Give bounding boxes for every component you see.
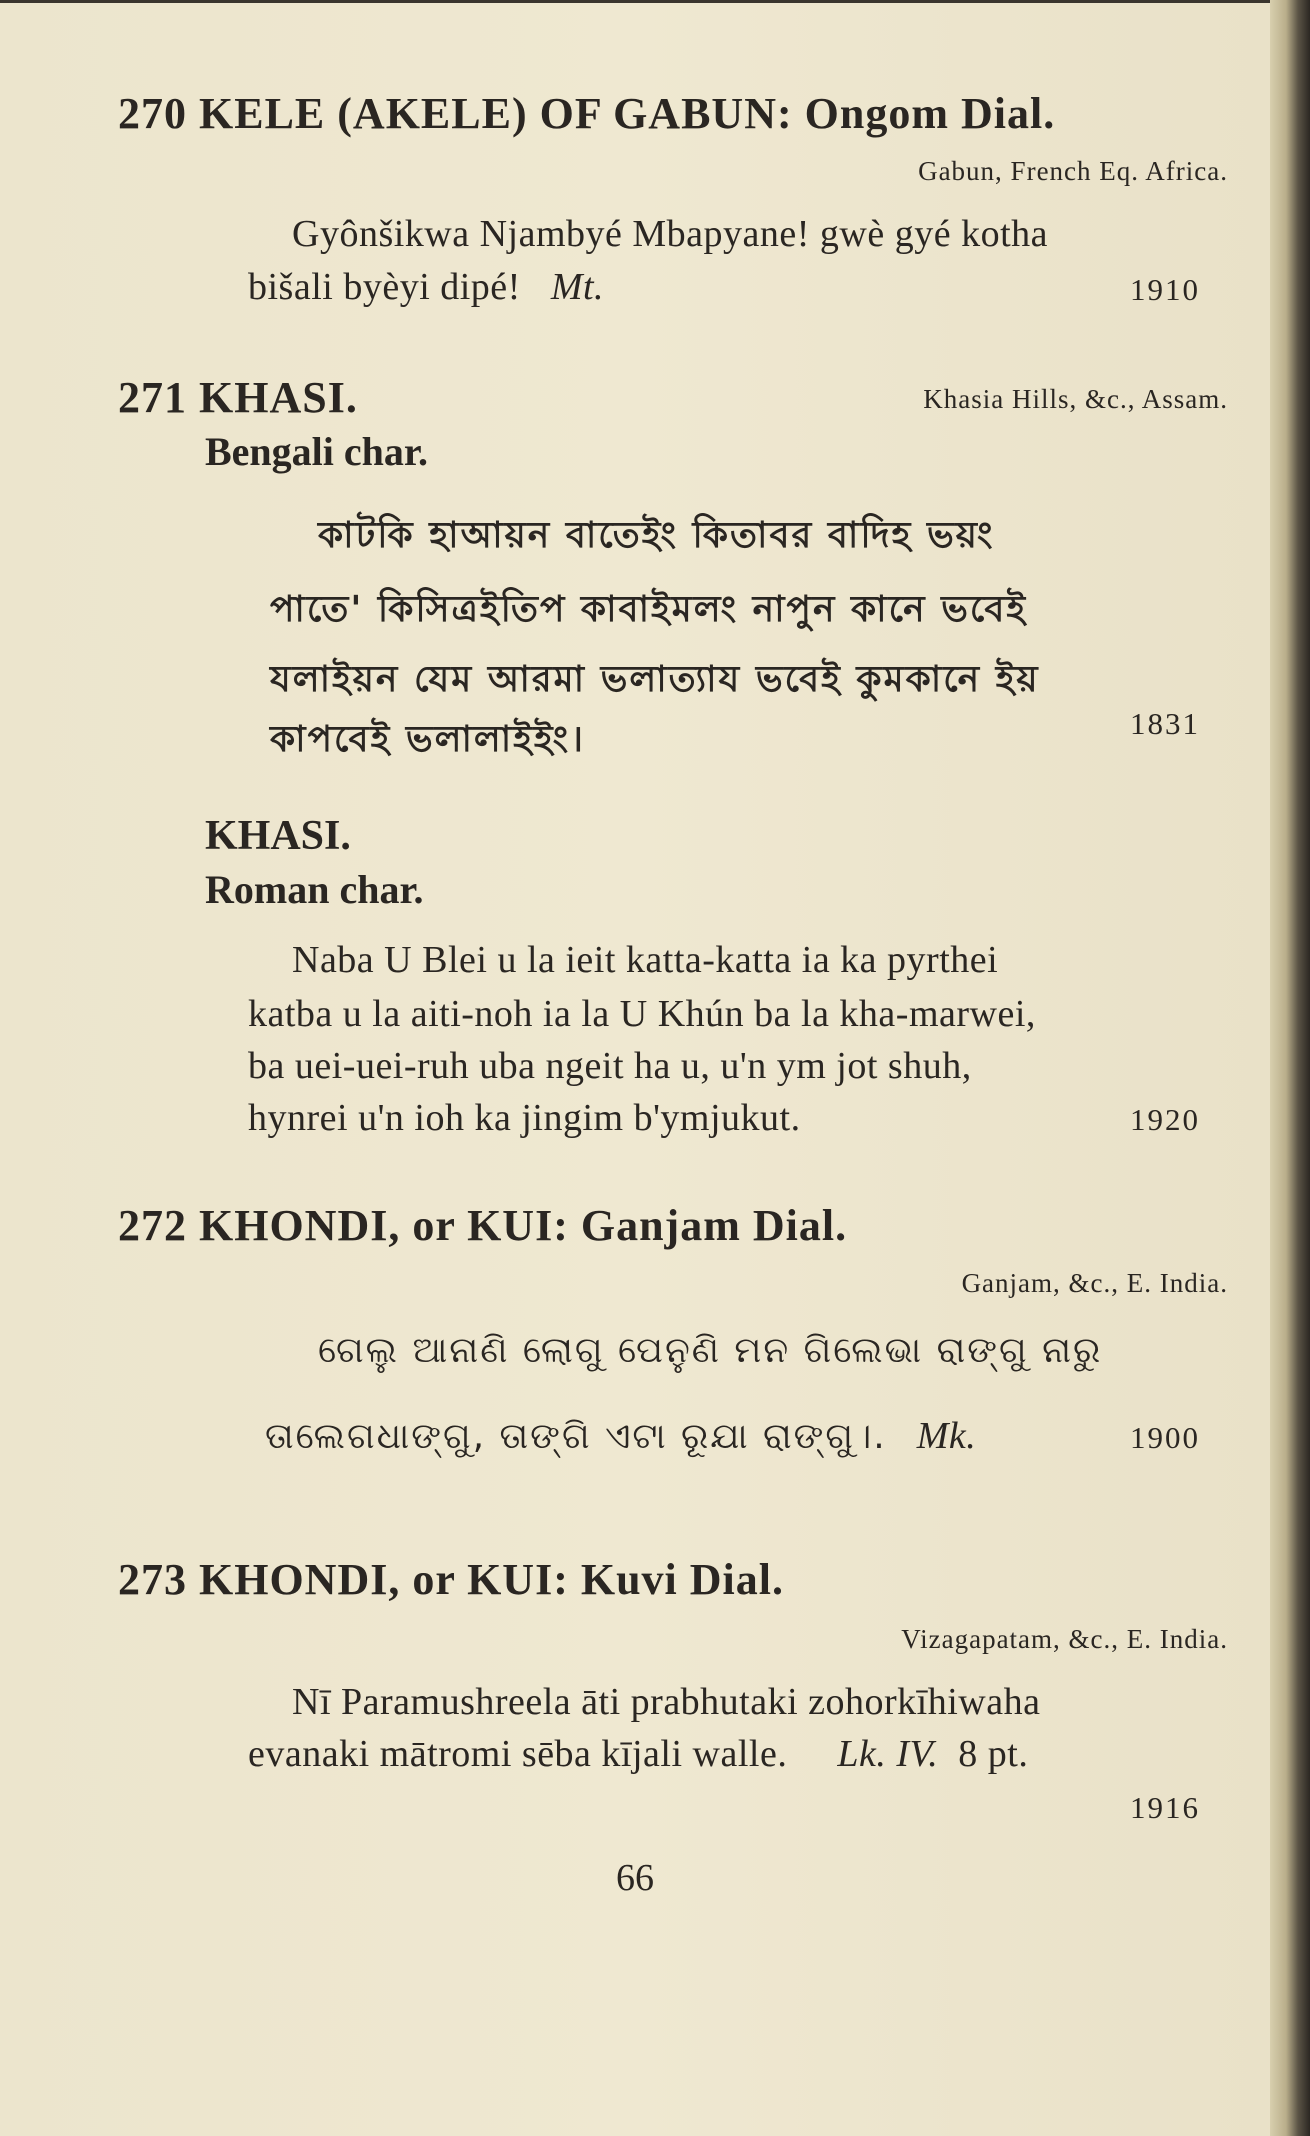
entry-272-location: Ganjam, &c., E. India. bbox=[961, 1268, 1228, 1298]
khasi-roman-year: 1920 bbox=[1130, 1102, 1200, 1137]
entry-273-text-line-1: Nī Paramushreela āti prabhutaki zohorkīhiwaha bbox=[292, 1681, 1041, 1723]
entry-273-text-line-2: evanaki mātromi sēba kījali walle. Lk. IV. 8 pt. bbox=[248, 1733, 1029, 1775]
entry-271-bengali-line-4: কাপবেই ভলালাইইং। bbox=[270, 719, 585, 760]
khasi-roman-heading: KHASI. bbox=[205, 813, 351, 859]
book-spine-edge bbox=[1270, 0, 1310, 2136]
entry-272-reference: Mk. bbox=[916, 1415, 977, 1457]
entry-273-location: Vizagapatam, &c., E. India. bbox=[901, 1624, 1228, 1654]
khasi-roman-line-3: ba uei-uei-ruh uba ngeit ha u, u'n ym jot shuh, bbox=[248, 1045, 972, 1087]
entry-273-reference: Lk. IV. bbox=[837, 1733, 939, 1775]
entry-272-oriya-line-2: ତାଲେଗଧାଙ୍ଗୁ, ତାଙ୍ଗି ଏଟା ରୂଯା ରାଙ୍ଗୁ।. Mk. bbox=[265, 1415, 977, 1457]
entry-270-year: 1910 bbox=[1130, 272, 1200, 307]
khasi-roman-line-2: katba u la aiti-noh ia la U Khún ba la kha-marwei, bbox=[248, 993, 1036, 1035]
entry-270-reference: Mt. bbox=[550, 266, 605, 308]
entry-271-heading: 271 KHASI. bbox=[118, 373, 358, 422]
entry-272-oriya-line-1: ଗେଲୁ ଆନାଣି ଲୋଗୁ ପେନୁଣି ମନ ଗିଲେଭା ରାଙ୍ଗୁ ନାରୁ bbox=[318, 1330, 1103, 1371]
entry-271-bengali-line-1: কাটকি হাআয়ন বাতেইং কিতাবর বাদিহ ভয়ং bbox=[318, 515, 995, 556]
entry-270-heading: 270 KELE (AKELE) OF GABUN: Ongom Dial. bbox=[118, 89, 1056, 138]
entry-272-heading: 272 KHONDI, or KUI: Ganjam Dial. bbox=[118, 1201, 848, 1250]
entry-270-location: Gabun, French Eq. Africa. bbox=[918, 156, 1228, 186]
entry-271-bengali-line-2: পাতে' কিসিত্রইতিপ কাবাইমলং নাপুন কানে ভবেই bbox=[270, 589, 1028, 630]
entry-271-year: 1831 bbox=[1130, 706, 1200, 741]
entry-271-location: Khasia Hills, &c., Assam. bbox=[923, 384, 1228, 414]
entry-272-year: 1900 bbox=[1130, 1420, 1200, 1455]
page-top-edge bbox=[0, 0, 1270, 3]
khasi-roman-line-4: hynrei u'n ioh ka jingim b'ymjukut. bbox=[248, 1097, 801, 1139]
entry-271-script-label: Bengali char. bbox=[205, 429, 428, 474]
page-number: 66 bbox=[616, 1857, 654, 1899]
entry-273-year: 1916 bbox=[1130, 1790, 1200, 1825]
khasi-roman-line-1: Naba U Blei u la ieit katta-katta ia ka pyrthei bbox=[292, 939, 999, 981]
entry-270-text-line-2: bišali byèyi dipé! Mt. bbox=[248, 266, 605, 308]
khasi-roman-script-label: Roman char. bbox=[205, 867, 424, 912]
entry-273-reference-note: 8 pt. bbox=[958, 1733, 1029, 1775]
entry-270-text-line-1: Gyônšikwa Njambyé Mbapyane! gwè gyé kotha bbox=[292, 213, 1049, 255]
entry-273-heading: 273 KHONDI, or KUI: Kuvi Dial. bbox=[118, 1555, 785, 1604]
entry-271-bengali-line-3: যলাইয়ন যেম আরমা ভলাত্যায ভবেই কুমকানে ইয় bbox=[270, 659, 1040, 700]
